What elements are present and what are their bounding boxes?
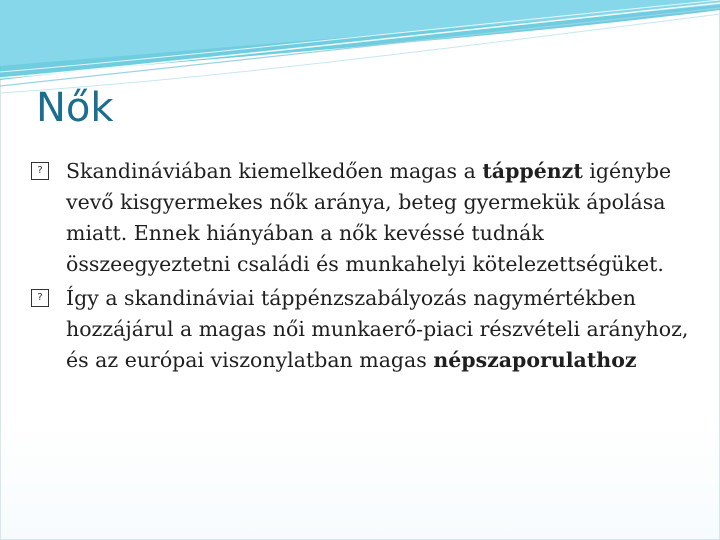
bullet-text-bold: népszaporulathoz xyxy=(433,348,637,372)
bullet-item xyxy=(30,156,690,280)
slide-title: Nők xyxy=(36,85,114,131)
header-wave-decoration xyxy=(0,0,720,95)
bullet-text-lead: Így a skandináviai táppénzszabályozás nagymértékben hozzájárul a magas női munkaerő-piaci részvételi arányhoz, és az európai viszonylatban magas xyxy=(66,286,689,372)
bullet-item xyxy=(30,283,690,376)
bullet-marker-icon: ? xyxy=(31,162,49,180)
bullet-text-lead: Skandináviában kiemelkedően magas a xyxy=(66,159,483,183)
bullet-marker-icon: ? xyxy=(31,289,49,307)
bullet-text-rest: igénybe vevő kisgyermekes nők aránya, beteg gyermekük ápolása miatt. Ennek hiányában a nők kevéssé tudnák összeegyeztetni családi és munkahelyi kötelezettségüket. xyxy=(66,159,672,276)
bullet-text-bold: táppénzt xyxy=(482,159,583,183)
slide-body xyxy=(30,156,690,379)
